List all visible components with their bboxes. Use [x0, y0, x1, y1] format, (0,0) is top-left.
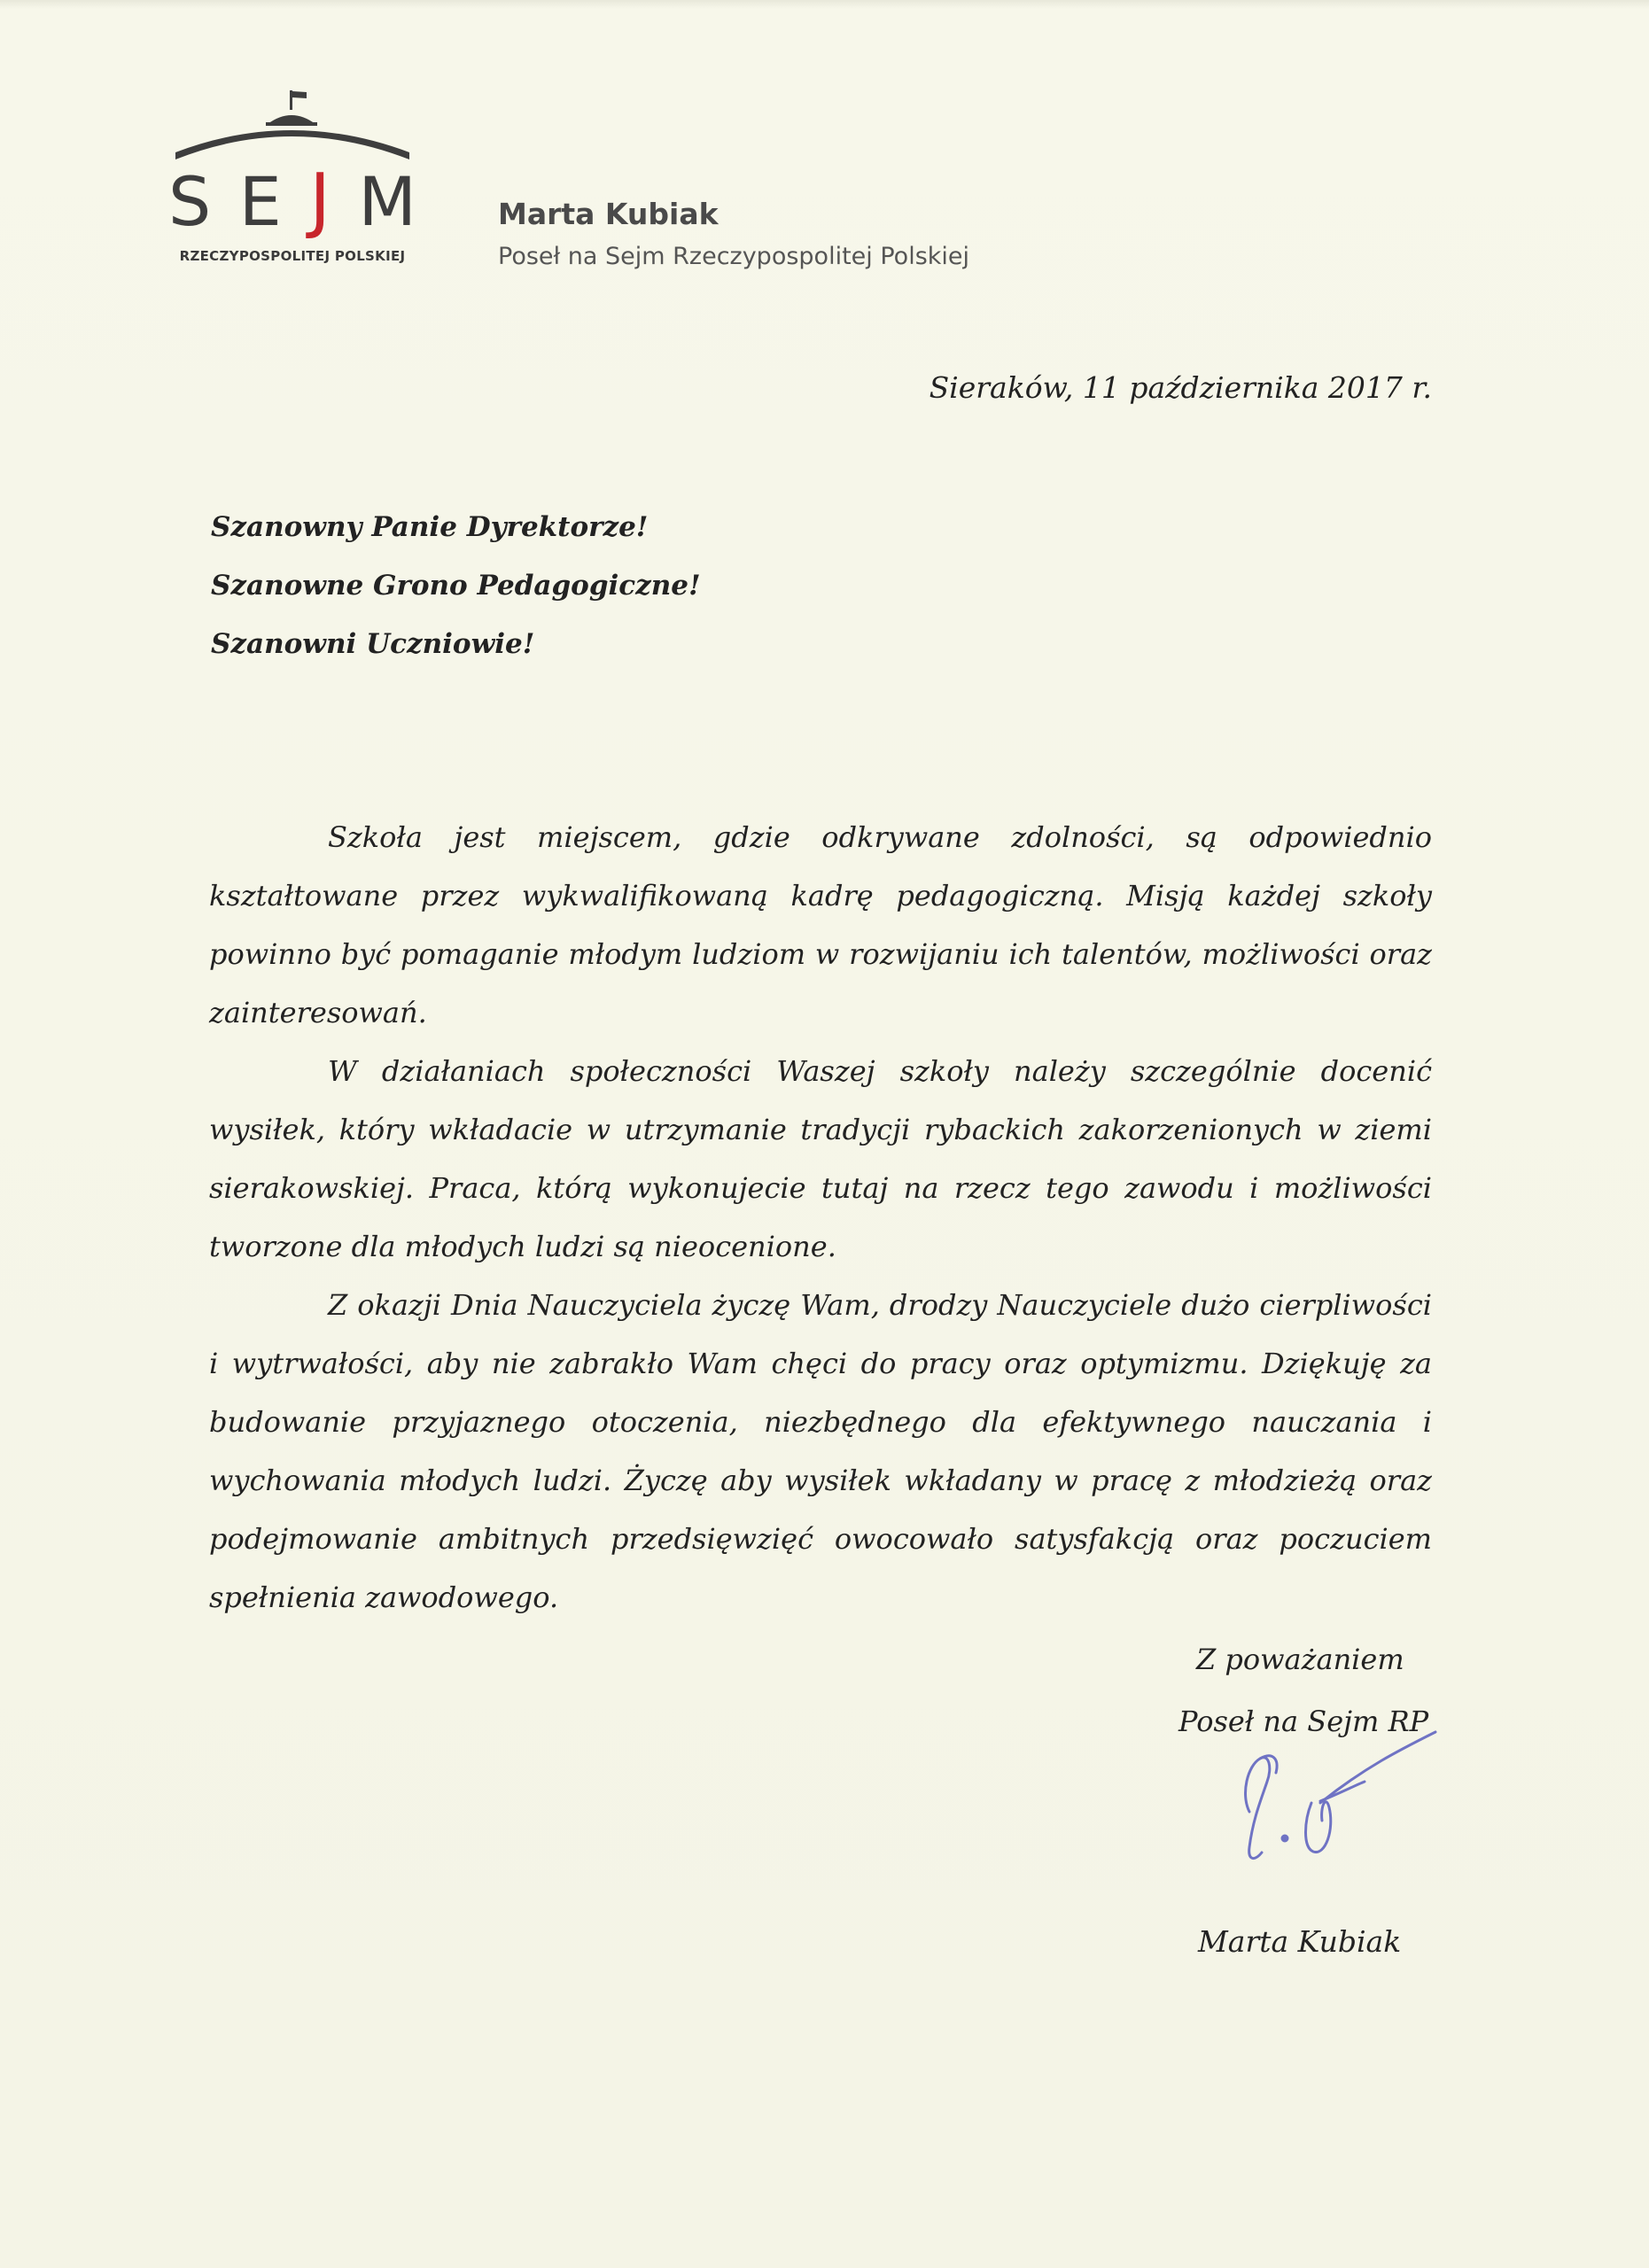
- closing-title: Poseł na Sejm RP: [1178, 1705, 1429, 1738]
- salutation-line: Szanowni Uczniowie!: [211, 628, 535, 660]
- letter-date: Sieraków, 11 października 2017 r.: [929, 370, 1432, 405]
- body-paragraph: W działaniach społeczności Waszej szkoły należy szczególnie docenić wysiłek, który wkładacie w utrzymanie tradycji rybackich zakorzenionych w ziemi sierakowskiej. Praca, którą wykonujecie tutaj na rzecz tego zawodu i możliwości tworzone dla młodych ludzi są nieocenione.: [209, 1054, 1432, 1263]
- salutations: [211, 498, 701, 673]
- sejm-dome-icon: [168, 89, 416, 168]
- logo-letter: M: [358, 162, 416, 241]
- logo-subtitle: RZECZYPOSPOLITEJ POLSKIEJ: [179, 248, 406, 264]
- sender-name: Marta Kubiak: [498, 197, 719, 231]
- sender-block: [498, 195, 969, 275]
- logo-letter: E: [238, 162, 282, 241]
- logo-letter: S: [168, 162, 212, 241]
- letter-body: [209, 808, 1432, 1627]
- sejm-logo: [168, 89, 416, 275]
- handwritten-signature: [1187, 1697, 1444, 1945]
- logo-wordmark: [168, 161, 416, 241]
- sender-role: Poseł na Sejm Rzeczypospolitej Polskiej: [498, 243, 970, 270]
- signed-name: Marta Kubiak: [1198, 1924, 1402, 1959]
- salutation-line: Szanowny Panie Dyrektorze!: [211, 511, 649, 543]
- body-paragraph: Z okazji Dnia Nauczyciela życzę Wam, drodzy Nauczyciele dużo cierpliwości i wytrwałości, aby nie zabrakło Wam chęci do pracy oraz optymizmu. Dziękuję za budowanie przyjaznego otoczenia, niezbędnego dla efektywnego nauczania i wychowania młodych ludzi. Życzę aby wysiłek wkładany w pracę z młodzieżą oraz podejmowanie ambitnych przedsięwzięć owocowało satysfakcją oraz poczuciem spełnienia zawodowego.: [209, 1288, 1432, 1614]
- paper-edge: [0, 0, 1649, 9]
- logo-letter-red: J: [309, 159, 331, 241]
- closing-line: Z poważaniem: [1196, 1643, 1404, 1676]
- body-paragraph: Szkoła jest miejscem, gdzie odkrywane zdolności, są odpowiednio kształtowane przez wykwalifikowaną kadrę pedagogiczną. Misją każdej szkoły powinno być pomaganie młodym ludziom w rozwijaniu ich talentów, możliwości oraz zainteresowań.: [209, 820, 1432, 1029]
- salutation-line: Szanowne Grono Pedagogiczne!: [211, 570, 701, 602]
